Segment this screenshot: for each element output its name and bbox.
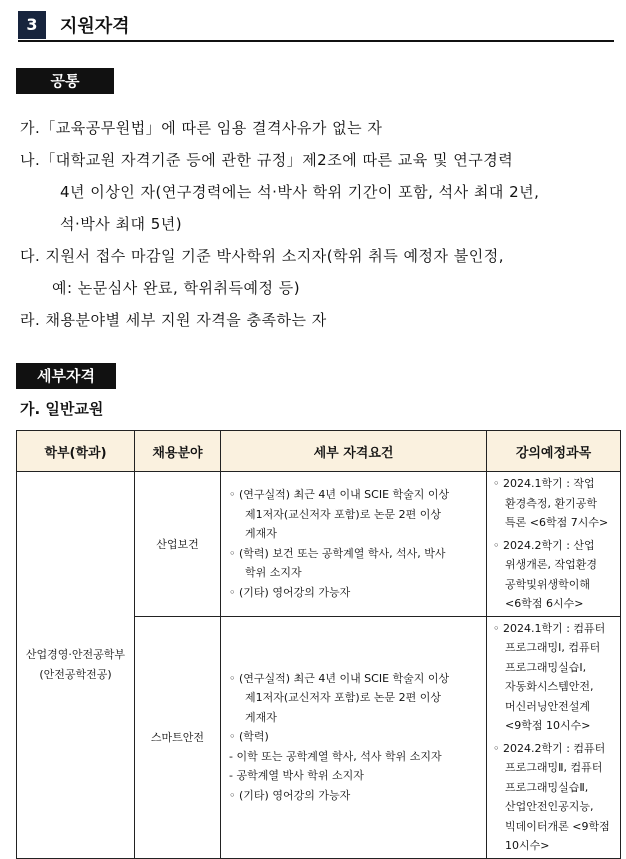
common-item-text: 다. 지원서 접수 마감일 기준 박사학위 소지자(학위 취득 예정자 불인정, — [20, 247, 505, 265]
qualification-table — [16, 430, 621, 859]
detail-subheading: 가. 일반교원 — [20, 400, 104, 418]
requirement-line: 제1저자(교신저자 포함)로 논문 2편 이상 — [245, 691, 441, 705]
common-item-text: 라. 채용분야별 세부 지원 자격을 충족하는 자 — [20, 311, 327, 329]
requirement-line: 제1저자(교신저자 포함)로 논문 2편 이상 — [245, 507, 441, 521]
header-courses: 강의예정과목 — [487, 431, 621, 472]
course-line: 위생개론, 작업환경 — [505, 558, 598, 571]
detail-label: 세부자격 — [16, 363, 116, 389]
common-item — [20, 144, 614, 240]
requirement-line: ◦ (기타) 영어강의 가능자 — [229, 788, 351, 802]
department-cell — [17, 472, 135, 859]
common-requirements-list — [20, 112, 614, 336]
course-line: 환경측정, 환기공학 — [505, 496, 598, 510]
section-header — [18, 10, 614, 42]
common-item-continuation: 석·박사 최대 5년) — [60, 215, 183, 233]
course-line: ◦ 2024.2학기 : 컴퓨터 — [493, 741, 606, 755]
courses-cell — [487, 472, 621, 617]
department-major: (안전공학전공) — [39, 667, 112, 681]
requirement-line: 학위 소지자 — [245, 566, 302, 580]
requirements-cell — [221, 616, 487, 858]
course-line: 빅데이터개론 <9학점 — [505, 819, 610, 833]
course-line: 프로그래밍실습Ⅰ, — [505, 660, 587, 674]
requirements-cell — [221, 472, 487, 617]
section-number: 3 — [18, 11, 46, 39]
courses-cell — [487, 616, 621, 858]
common-item — [20, 112, 614, 144]
course-line: 특론 <6학점 7시수> — [505, 516, 609, 529]
course-line: ◦ 2024.1학기 : 작업 — [493, 477, 595, 490]
department-name: 산업경영·안전공학부 — [25, 647, 126, 661]
common-item-text: 가.「교육공무원법」에 따른 임용 결격사유가 없는 자 — [20, 119, 383, 137]
requirement-line: - 공학계열 박사 학위 소지자 — [229, 769, 364, 783]
course-line: <6학점 6시수> — [505, 597, 584, 610]
common-item — [20, 240, 614, 304]
course-line: ◦ 2024.2학기 : 산업 — [493, 538, 595, 552]
requirement-line: ◦ (기타) 영어강의 가능자 — [229, 585, 351, 599]
requirement-line: - 이학 또는 공학계열 학사, 석사 학위 소지자 — [229, 749, 442, 763]
course-line: ◦ 2024.1학기 : 컴퓨터 — [493, 621, 606, 635]
course-entry — [493, 474, 612, 533]
requirement-line: 게재자 — [245, 527, 277, 541]
table-row — [17, 472, 621, 617]
section-title: 지원자격 — [60, 16, 130, 37]
course-line: 프로그래밍Ⅰ, 컴퓨터 — [505, 641, 601, 654]
common-item — [20, 304, 614, 336]
header-department: 학부(학과) — [17, 431, 135, 472]
course-entry — [493, 536, 612, 614]
field-cell: 스마트안전 — [135, 616, 221, 858]
header-requirements: 세부 자격요건 — [221, 431, 487, 472]
requirement-line: ◦ (학력) 보건 또는 공학계열 학사, 석사, 박사 — [229, 546, 446, 560]
course-line: 머신러닝안전설계 — [505, 699, 591, 713]
course-line: <9학점 10시수> — [505, 719, 591, 732]
course-line: 자동화시스템안전, — [505, 680, 594, 693]
requirement-line: ◦ (연구실적) 최근 4년 이내 SCIE 학술지 이상 — [229, 488, 450, 502]
header-field: 채용분야 — [135, 431, 221, 472]
course-entry — [493, 619, 612, 736]
course-entry — [493, 739, 612, 856]
requirement-line: 게재자 — [245, 710, 277, 724]
table-header-row — [17, 431, 621, 472]
field-cell: 산업보건 — [135, 472, 221, 617]
course-line: 공학및위생학이해 — [505, 577, 591, 591]
common-item-continuation: 4년 이상인 자(연구경력에는 석·박사 학위 기간이 포함, 석사 최대 2년, — [60, 183, 540, 201]
requirement-line: ◦ (연구실적) 최근 4년 이내 SCIE 학술지 이상 — [229, 671, 450, 685]
course-line: 프로그래밍Ⅱ, 컴퓨터 — [505, 761, 603, 774]
course-line: 산업안전인공지능, — [505, 800, 594, 813]
course-line: 10시수> — [505, 839, 550, 852]
common-item-continuation: 예: 논문심사 완료, 학위취득예정 등) — [52, 279, 301, 297]
requirement-line: ◦ (학력) — [229, 730, 269, 744]
course-line: 프로그래밍실습Ⅱ, — [505, 780, 589, 794]
common-item-text: 나.「대학교원 자격기준 등에 관한 규정」제2조에 따른 교육 및 연구경력 — [20, 151, 514, 169]
common-label: 공통 — [16, 68, 114, 94]
